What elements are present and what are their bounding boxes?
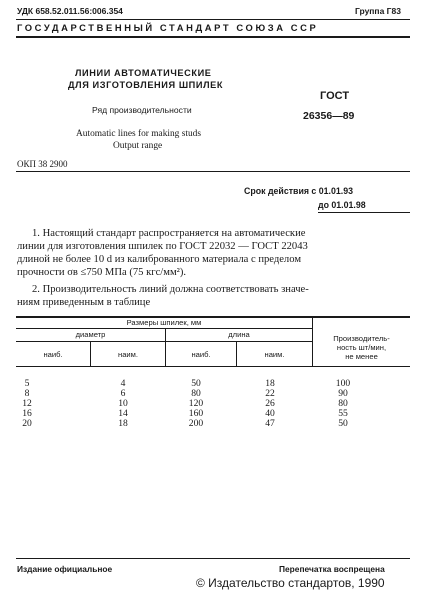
cell-productivity: 80 <box>338 398 348 409</box>
title-line-1: ЛИНИИ АВТОМАТИЧЕСКИЕ <box>75 68 212 78</box>
table-header-length-min: наим. <box>264 350 285 359</box>
subtitle: Ряд производительности <box>92 105 192 115</box>
paragraph-1-line-2: линии для изготовления шпилек по ГОСТ 22032 — ГОСТ 22043 <box>17 241 308 252</box>
cell-productivity: 55 <box>338 408 348 419</box>
table-header-productivity-1: Производитель- <box>333 334 390 343</box>
cell-length-min: 40 <box>265 408 275 419</box>
table-header-diameter: диаметр <box>75 330 106 339</box>
cell-diameter-max: 20 <box>22 418 32 429</box>
validity-underline <box>318 212 410 213</box>
table-header-length: длина <box>228 330 250 339</box>
cell-productivity: 90 <box>338 388 348 399</box>
cell-length-min: 22 <box>265 388 275 399</box>
okp-rule <box>16 171 410 172</box>
paragraph-1-line-3: длиной не более 10 d из калиброванного материала с пределом <box>17 254 302 265</box>
cell-length-min: 26 <box>265 398 275 409</box>
cell-diameter-min: 18 <box>118 418 128 429</box>
cell-productivity: 100 <box>335 378 351 389</box>
standard-banner: ГОСУДАРСТВЕННЫЙ СТАНДАРТ СОЮЗА ССР <box>17 22 319 33</box>
cell-length-max: 50 <box>191 378 201 389</box>
header-bottom-rule <box>16 36 410 38</box>
cell-length-min: 47 <box>265 418 275 429</box>
table-header-length-max: наиб. <box>191 350 211 359</box>
english-title-line-2: Output range <box>113 141 163 151</box>
cell-diameter-min: 6 <box>120 388 126 399</box>
cell-length-max: 200 <box>188 418 204 429</box>
cell-diameter-min: 10 <box>118 398 128 409</box>
udk-code: УДК 658.52.011.56:006.354 <box>17 6 123 16</box>
table-header-productivity-3: не менее <box>345 352 378 361</box>
validity-to: до 01.01.98 <box>318 200 366 210</box>
table-header-productivity-2: ность шт/мин, <box>336 343 387 352</box>
validity-from: Срок действия с 01.01.93 <box>244 186 354 196</box>
cell-length-max: 80 <box>191 388 201 399</box>
paragraph-1-line-1: 1. Настоящий стандарт распространяется на автоматические <box>32 228 306 239</box>
gost-label: ГОСТ <box>320 90 350 102</box>
cell-diameter-max: 8 <box>24 388 30 399</box>
table-header-diameter-min: наим. <box>118 350 138 359</box>
paragraph-1-line-4: прочности σв ≤750 МПа (75 кгс/мм²). <box>17 267 186 278</box>
cell-diameter-max: 16 <box>22 408 32 419</box>
cell-length-max: 120 <box>188 398 204 409</box>
english-title-line-1: Automatic lines for making studs <box>76 129 201 139</box>
footer-official-edition: Издание официальное <box>17 564 113 574</box>
footer-copyright: © Издательство стандартов, 1990 <box>196 576 385 590</box>
cell-productivity: 50 <box>338 418 348 429</box>
cell-length-max: 160 <box>188 408 204 419</box>
cell-diameter-max: 5 <box>24 378 30 389</box>
title-line-2: ДЛЯ ИЗГОТОВЛЕНИЯ ШПИЛЕК <box>68 80 224 90</box>
table-header-bottom <box>16 366 410 367</box>
header-top-rule <box>16 19 410 20</box>
footer-rule <box>16 558 410 559</box>
table-header-sizes: Размеры шпилек, мм <box>126 318 202 327</box>
cell-diameter-min: 14 <box>118 408 128 419</box>
table-rule-subgroups <box>16 341 312 342</box>
table-rule-sizes <box>16 328 312 329</box>
gost-number: 26356—89 <box>303 110 355 122</box>
cell-diameter-max: 12 <box>22 398 32 409</box>
cell-diameter-min: 4 <box>120 378 126 389</box>
paragraph-2-line-2: ниям приведенным в таблице <box>17 297 151 308</box>
footer-reprint-notice: Перепечатка воспрещена <box>279 564 385 574</box>
group-code: Группа Г83 <box>355 6 401 16</box>
cell-length-min: 18 <box>265 378 275 389</box>
table-header-diameter-max: наиб. <box>43 350 63 359</box>
okp-code: ОКП 38 2900 <box>17 159 68 169</box>
paragraph-2-line-1: 2. Производительность линий должна соответствовать значе- <box>32 284 309 295</box>
